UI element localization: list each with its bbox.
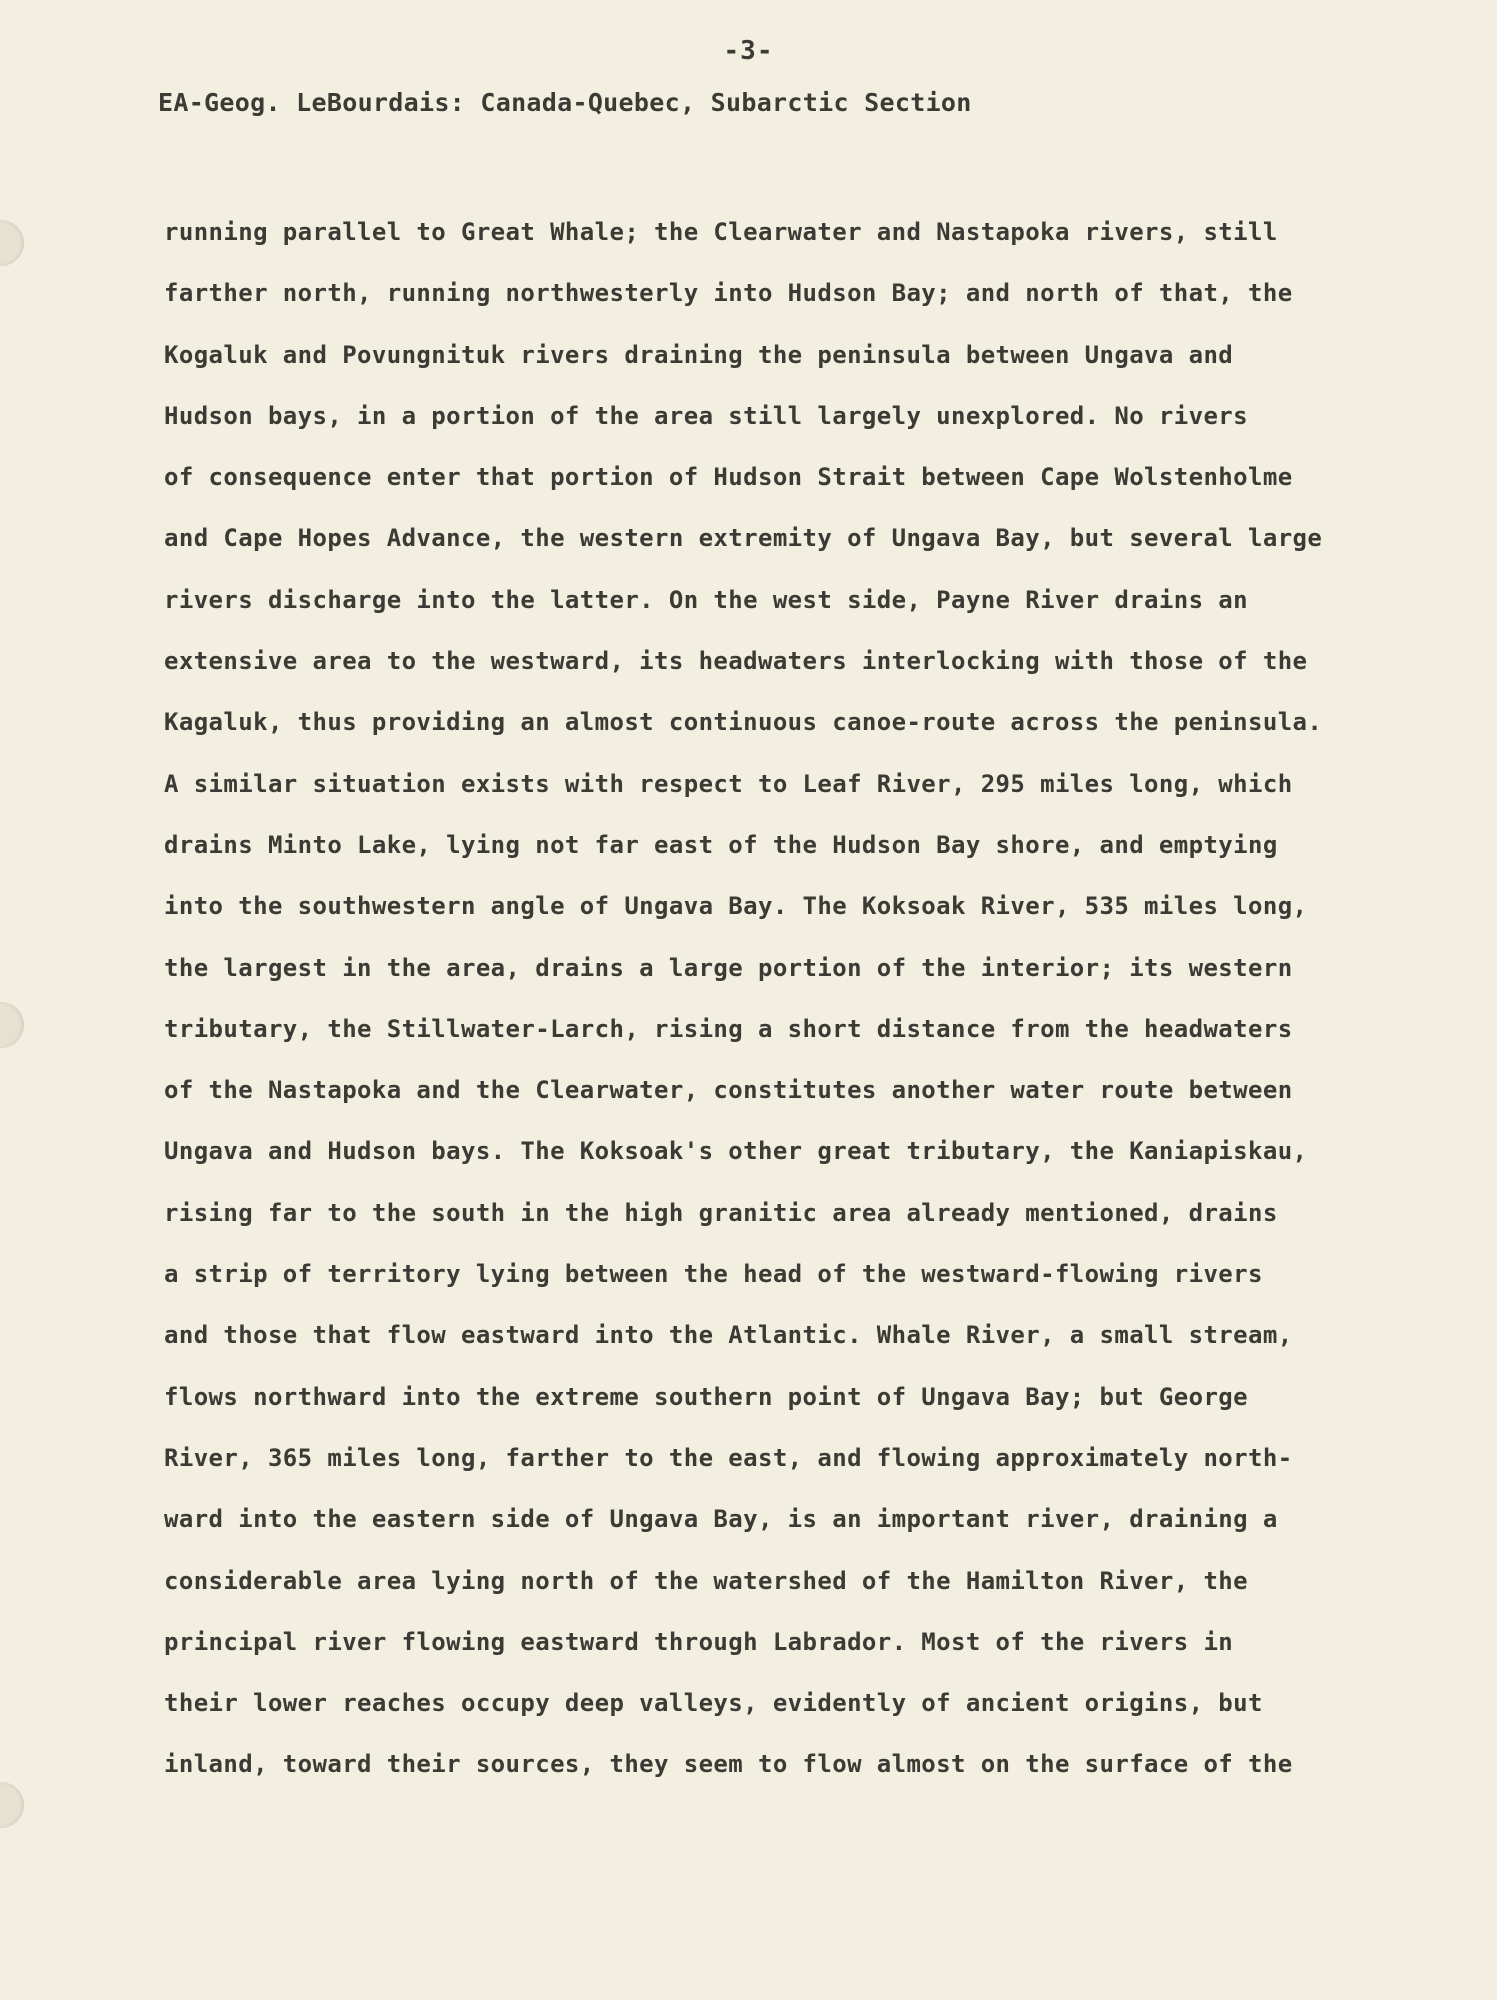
- text-line: into the southwestern angle of Ungava Bay. The Koksoak River, 535 miles long,: [164, 892, 1308, 921]
- binder-hole: [0, 1782, 24, 1828]
- text-line: rivers discharge into the latter. On the west side, Payne River drains an: [164, 585, 1248, 614]
- binder-hole: [0, 1002, 24, 1048]
- text-line: extensive area to the westward, its headwaters interlocking with those of the: [164, 647, 1308, 676]
- text-line: farther north, running northwesterly into Hudson Bay; and north of that, the: [164, 279, 1293, 308]
- text-line: ward into the eastern side of Ungava Bay, is an important river, draining a: [164, 1505, 1278, 1534]
- binder-hole: [0, 220, 24, 266]
- text-line: A similar situation exists with respect to Leaf River, 295 miles long, which: [164, 769, 1293, 798]
- text-line: Kogaluk and Povungnituk rivers draining the peninsula between Ungava and: [164, 340, 1234, 369]
- text-line: the largest in the area, drains a large portion of the interior; its western: [164, 953, 1293, 982]
- text-line: considerable area lying north of the watershed of the Hamilton River, the: [164, 1566, 1248, 1595]
- text-line: tributary, the Stillwater-Larch, rising a short distance from the headwaters: [164, 1014, 1293, 1043]
- running-header: EA-Geog. LeBourdais: Canada-Quebec, Subarctic Section: [158, 88, 972, 117]
- text-line: Ungava and Hudson bays. The Koksoak's other great tributary, the Kaniapiskau,: [164, 1137, 1308, 1166]
- text-line: inland, toward their sources, they seem to flow almost on the surface of the: [164, 1750, 1293, 1779]
- text-line: a strip of territory lying between the head of the westward-flowing rivers: [164, 1260, 1263, 1289]
- text-line: Hudson bays, in a portion of the area still largely unexplored. No rivers: [164, 401, 1248, 430]
- text-line: principal river flowing eastward through Labrador. Most of the rivers in: [164, 1627, 1234, 1656]
- text-line: and Cape Hopes Advance, the western extremity of Ungava Bay, but several large: [164, 524, 1323, 553]
- text-line: running parallel to Great Whale; the Clearwater and Nastapoka rivers, still: [164, 218, 1278, 246]
- page-number: -3-: [723, 36, 774, 66]
- text-line: their lower reaches occupy deep valleys, evidently of ancient origins, but: [164, 1689, 1263, 1718]
- text-line: River, 365 miles long, farther to the east, and flowing approximately north-: [164, 1443, 1293, 1472]
- text-line: of the Nastapoka and the Clearwater, constitutes another water route between: [164, 1076, 1293, 1105]
- body-text: [164, 202, 1364, 1796]
- text-line: Kagaluk, thus providing an almost continuous canoe-route across the peninsula.: [164, 708, 1323, 737]
- text-line: and those that flow eastward into the Atlantic. Whale River, a small stream,: [164, 1321, 1293, 1350]
- text-line: of consequence enter that portion of Hudson Strait between Cape Wolstenholme: [164, 463, 1293, 492]
- text-line: drains Minto Lake, lying not far east of the Hudson Bay shore, and emptying: [164, 830, 1278, 859]
- text-line: rising far to the south in the high granitic area already mentioned, drains: [164, 1198, 1278, 1227]
- text-line: flows northward into the extreme southern point of Ungava Bay; but George: [164, 1382, 1248, 1411]
